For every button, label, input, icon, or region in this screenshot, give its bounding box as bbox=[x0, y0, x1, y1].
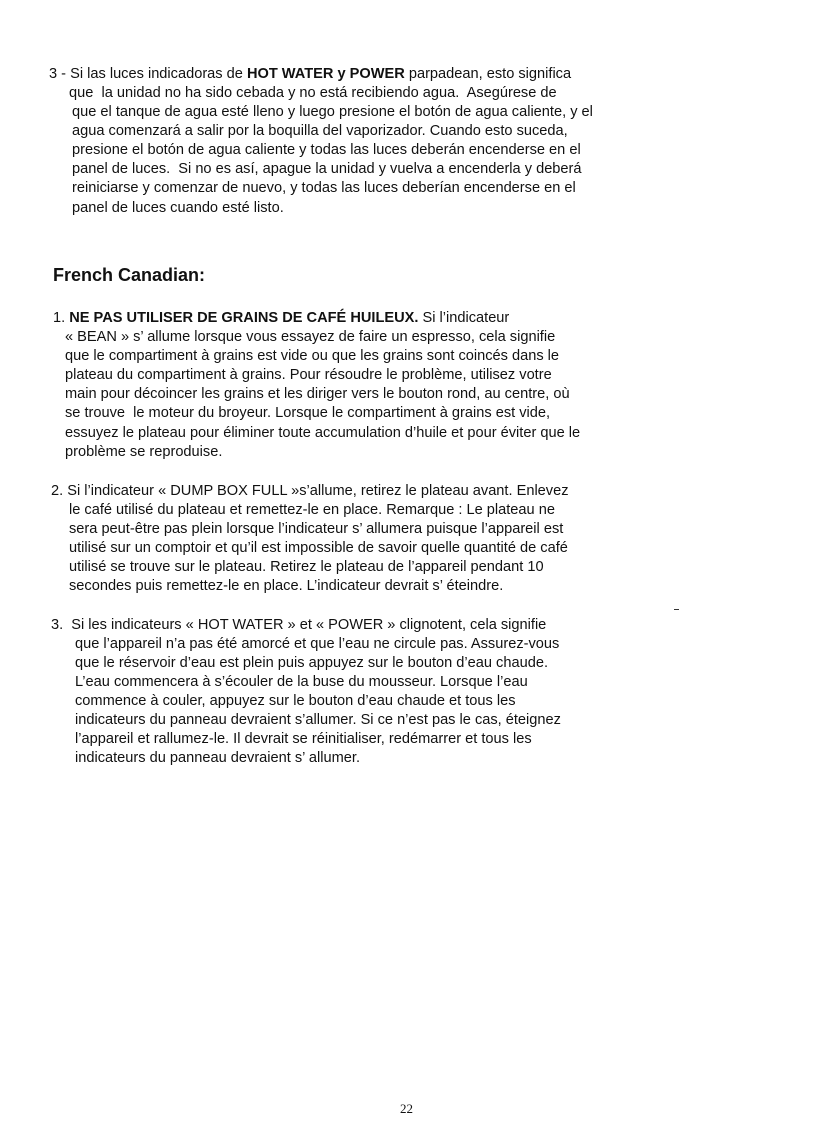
paragraph-line: que l’appareil n’a pas été amorcé et que l’eau ne circule pas. Assurez-vous bbox=[75, 636, 560, 652]
paragraph-line: reiniciarse y comenzar de nuevo, y todas las luces deberían encenderse en el bbox=[72, 180, 576, 196]
paragraph-line: 3. Si les indicateurs « HOT WATER » et « POWER » clignotent, cela signifie bbox=[51, 617, 547, 633]
paragraph-line: se trouve le moteur du broyeur. Lorsque le compartiment à grains est vide, bbox=[65, 405, 551, 421]
paragraph-line: que la unidad no ha sido cebada y no está recibiendo agua. Asegúrese de bbox=[69, 85, 557, 101]
paragraph-line: agua comenzará a salir por la boquilla del vaporizador. Cuando esto suceda, bbox=[72, 123, 568, 139]
paragraph-line: utilisé sur un comptoir et qu’il est impossible de savoir quelle quantité de café bbox=[69, 540, 568, 556]
paragraph-line: l’appareil et rallumez-le. Il devrait se réinitialiser, redémarrer et tous les bbox=[75, 731, 532, 747]
paragraph-line: commence à couler, appuyez sur le bouton d’eau chaude et tous les bbox=[75, 693, 516, 709]
paragraph-line: « BEAN » s’ allume lorsque vous essayez de faire un espresso, cela signifie bbox=[65, 329, 556, 345]
paragraph-line: panel de luces cuando esté listo. bbox=[72, 200, 284, 216]
paragraph-line: le café utilisé du plateau et remettez-le en place. Remarque : Le plateau ne bbox=[69, 502, 555, 518]
paragraph-line: presione el botón de agua caliente y todas las luces deberán encenderse en el bbox=[72, 142, 581, 158]
paragraph-line: panel de luces. Si no es así, apague la unidad y vuelva a encenderla y deberá bbox=[72, 161, 582, 177]
paragraph-line: indicateurs du panneau devraient s’allumer. Si ce n’est pas le cas, éteignez bbox=[75, 712, 561, 728]
paragraph-line: problème se reproduise. bbox=[65, 444, 223, 460]
paragraph-line: indicateurs du panneau devraient s’ allumer. bbox=[75, 750, 361, 766]
paragraph-line: L’eau commencera à s’écouler de la buse du mousseur. Lorsque l’eau bbox=[75, 674, 528, 690]
paragraph-line: 3 - Si las luces indicadoras de HOT WATER y POWER parpadean, esto significa bbox=[49, 66, 572, 82]
stray-dash-mark bbox=[674, 609, 679, 610]
paragraph-line: utilisé se trouve sur le plateau. Retirez le plateau de l’appareil pendant 10 bbox=[69, 559, 544, 575]
paragraph-line: plateau du compartiment à grains. Pour résoudre le problème, utilisez votre bbox=[65, 367, 552, 383]
paragraph-line: main pour décoincer les grains et les diriger vers le bouton rond, au centre, où bbox=[65, 386, 570, 402]
paragraph-line: 1. NE PAS UTILISER DE GRAINS DE CAFÉ HUILEUX. Si l’indicateur bbox=[53, 310, 510, 326]
paragraph-line: secondes puis remettez-le en place. L’indicateur devrait s’ éteindre. bbox=[69, 578, 504, 594]
page-number: 22 bbox=[400, 1101, 413, 1116]
section-heading: French Canadian: bbox=[53, 265, 206, 285]
paragraph-line: que el tanque de agua esté lleno y luego presione el botón de agua caliente, y el bbox=[72, 104, 593, 120]
paragraph-line: que le compartiment à grains est vide ou que les grains sont coincés dans le bbox=[65, 348, 560, 364]
paragraph-line: essuyez le plateau pour éliminer toute accumulation d’huile et pour éviter que le bbox=[65, 425, 581, 441]
paragraph-line: 2. Si l’indicateur « DUMP BOX FULL »s’allume, retirez le plateau avant. Enlevez bbox=[51, 483, 569, 499]
paragraph-line: sera peut-être pas plein lorsque l’indicateur s’ allumera puisque l’appareil est bbox=[69, 521, 564, 537]
paragraph-line: que le réservoir d’eau est plein puis appuyez sur le bouton d’eau chaude. bbox=[75, 655, 548, 671]
